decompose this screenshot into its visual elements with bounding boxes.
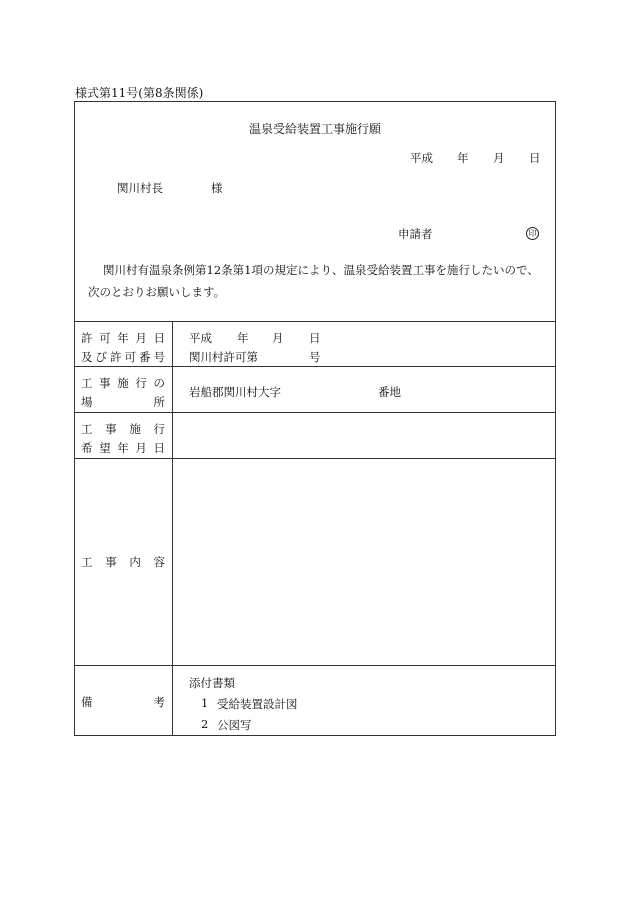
location-lot: 番地 (378, 385, 401, 399)
attachment-1-no: 1 (201, 696, 209, 710)
form-title: 温泉受給装置工事施行願 (248, 122, 381, 136)
application-date-era: 平成 (410, 151, 433, 165)
attachments-title: 添付書類 (189, 676, 235, 690)
attachment-1-text: 受給装置設計図 (217, 697, 298, 711)
row-divider (75, 321, 555, 322)
applicant-seal (526, 225, 539, 240)
permit-date-era: 平成 (189, 331, 212, 345)
remarks-label: 備 考 (81, 695, 165, 709)
application-date-year: 年 (457, 151, 469, 165)
permit-date-month: 月 (272, 331, 284, 345)
addressee-honorific: 様 (211, 181, 223, 195)
permit-label-line1: 許 可 年 月 日 (81, 331, 165, 345)
attachment-2-text: 公図写 (217, 718, 252, 732)
location-label-line1: 工 事 施 行 の (81, 376, 165, 390)
application-date-month: 月 (493, 151, 505, 165)
application-form (74, 101, 556, 736)
permit-number-suffix: 号 (309, 350, 321, 364)
permit-date-day: 日 (309, 331, 321, 345)
permit-label-line2: 及 び 許 可 番 号 (81, 350, 165, 364)
addressee-name: 関川村長 (117, 181, 163, 195)
column-divider (172, 321, 173, 735)
body-text-line1: 関川村有温泉条例第12条第1項の規定により、温泉受給装置工事を施行したいので、 (103, 263, 539, 277)
row-divider (75, 665, 555, 666)
form-number: 様式第11号(第8条関係) (75, 86, 204, 100)
content-label: 工 事 内 容 (81, 555, 165, 569)
location-label-line2: 場 所 (81, 395, 165, 409)
location-address: 岩船郡関川村大字 (189, 385, 281, 399)
row-divider (75, 412, 555, 413)
seal-mark: 印 (526, 227, 539, 240)
permit-date-year: 年 (237, 331, 249, 345)
applicant-label: 申請者 (398, 227, 433, 241)
row-divider (75, 458, 555, 459)
schedule-label-line1: 工 事 施 行 (81, 422, 165, 436)
application-date-day: 日 (529, 151, 541, 165)
row-divider (75, 366, 555, 367)
attachment-2-no: 2 (201, 717, 209, 731)
schedule-label-line2: 希 望 年 月 日 (81, 441, 165, 455)
permit-number-prefix: 関川村許可第 (189, 350, 258, 364)
body-text-line2: 次のとおりお願いします。 (88, 285, 226, 299)
